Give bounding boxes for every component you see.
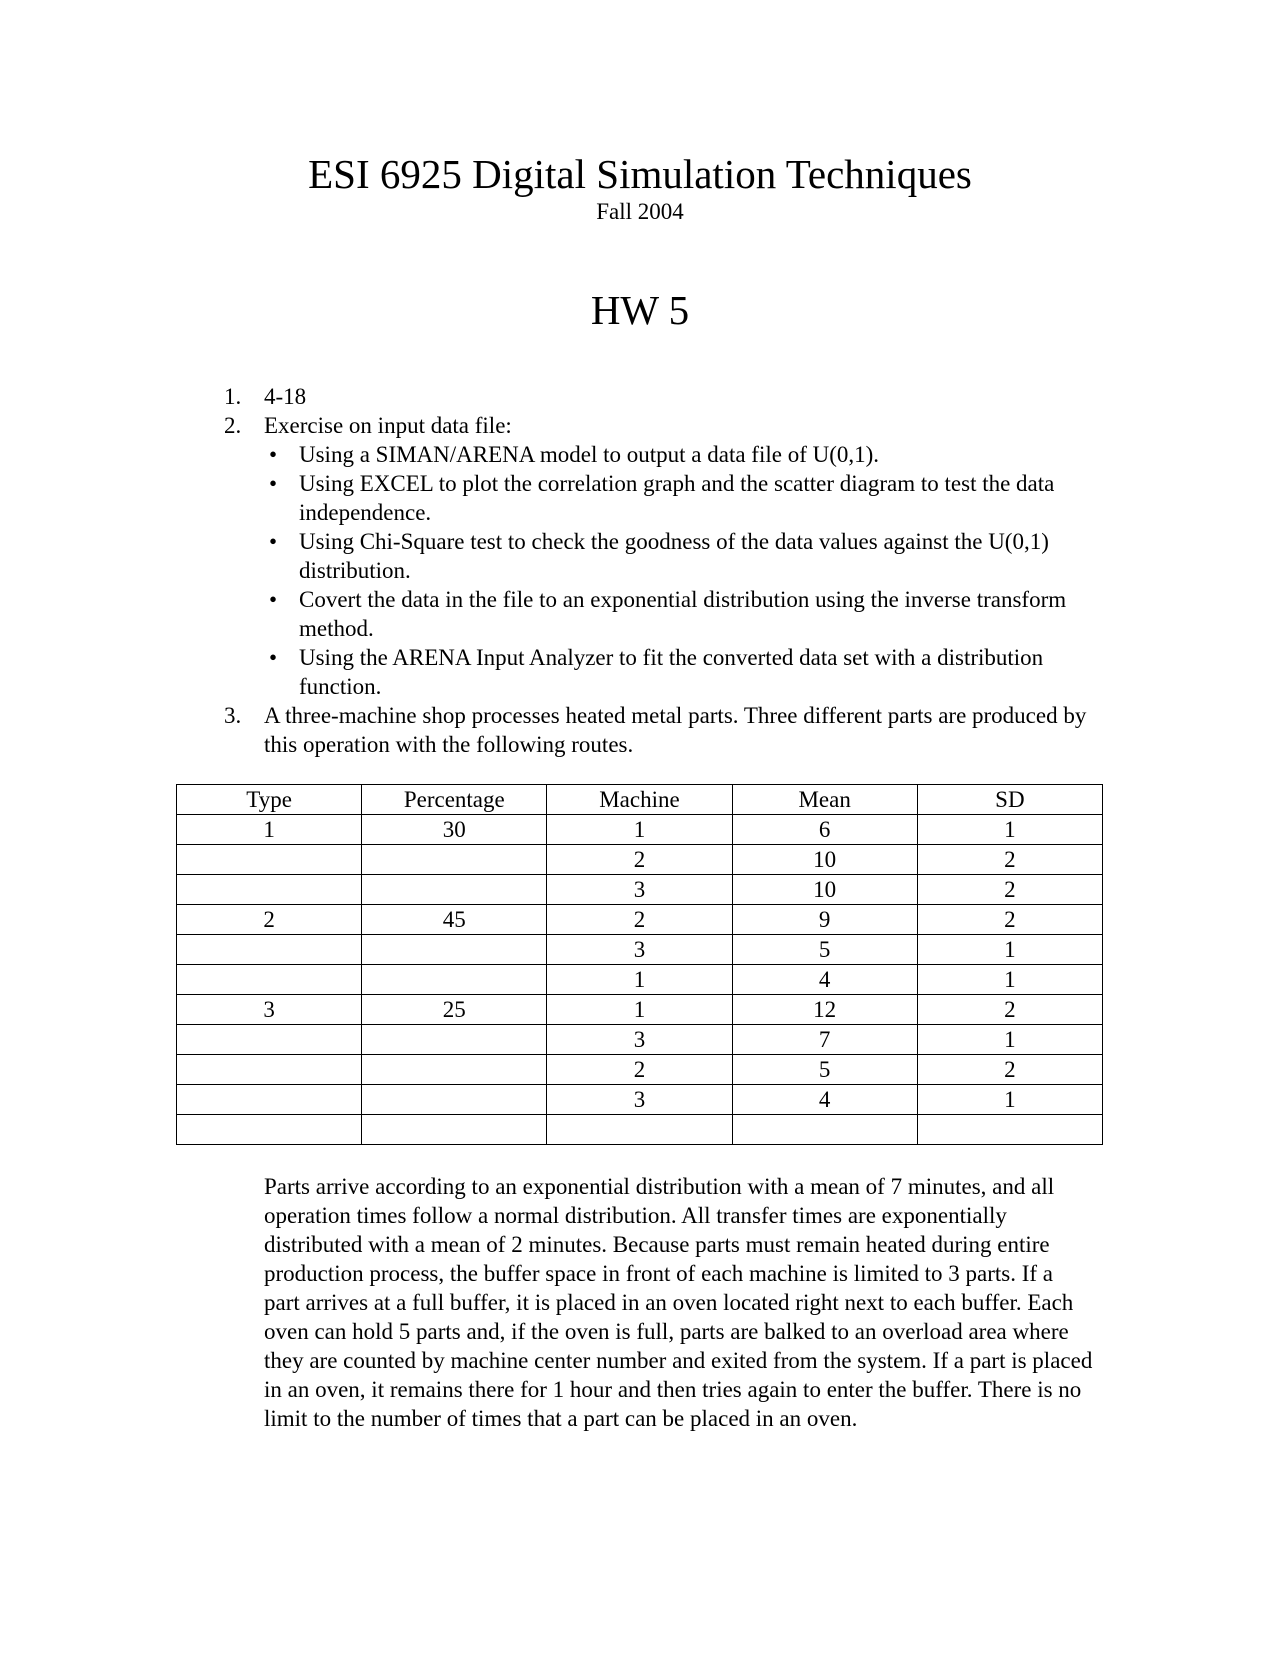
problem-paragraph: Parts arrive according to an exponential distribution with a mean of 7 minutes, and all operation times follow a normal distribution. All transfer times are exponentially distributed with a mean of 2 minutes. Because parts must remain heated during entire production process, the buffer space in front of each machine is limited to 3 parts. If a part arrives at a full buffer, it is placed in an oven located right next to each buffer. Each oven can hold 5 parts and, if the oven is full, parts are balked to an overload area where they are counted by machine center number and exited from the system. If a part is placed in an oven, it remains there for 1 hour and then tries again to enter the buffer. There is no limit to the number of times that a part can be placed in an oven. [264,1174,1093,1431]
table-cell: 10 [732,845,917,875]
table-cell: 12 [732,995,917,1025]
table-cell [362,1025,547,1055]
table-cell: 1 [917,815,1102,845]
table-cell: 1 [177,815,362,845]
table-cell [362,875,547,905]
table-cell: 4 [732,1085,917,1115]
table-row [177,995,1103,1025]
table-cell: 9 [732,905,917,935]
homework-title: HW 5 [590,287,690,333]
course-title: ESI 6925 Digital Simulation Techniques [308,151,972,197]
table-row [177,815,1103,845]
routes-table [176,784,1103,1145]
table-cell: 2 [917,995,1102,1025]
table-cell: 1 [917,965,1102,995]
column-header-mean: Mean [732,785,917,815]
table-cell: 2 [917,845,1102,875]
bullet-text: Using a SIMAN/ARENA model to output a data file of U(0,1). [299,442,880,467]
list-item-text: A three-machine shop processes heated metal parts. Three different parts are produced by this operation with the following routes. [264,703,1087,757]
table-row [177,1085,1103,1115]
table-cell: 1 [547,965,732,995]
table-cell: 2 [547,845,732,875]
table-row [177,905,1103,935]
column-header-sd: SD [917,785,1102,815]
table-cell: 1 [547,815,732,845]
table-cell [177,1025,362,1055]
table-cell: 1 [917,1025,1102,1055]
term-label: Fall 2004 [596,199,684,224]
bullet-item [224,469,1104,527]
table-body [177,815,1103,1145]
bullet-item [224,527,1104,585]
bullet-text: Using the ARENA Input Analyzer to fit the converted data set with a distribution function. [299,645,1044,699]
bullet-icon: • [269,645,278,670]
table-cell: 1 [917,1085,1102,1115]
bullet-text: Using Chi-Square test to check the goodness of the data values against the U(0,1) distribution. [299,529,1049,583]
table-cell [177,845,362,875]
list-item-1 [224,382,1104,411]
table-cell: 4 [732,965,917,995]
table-cell: 6 [732,815,917,845]
list-marker: 3. [224,703,242,728]
column-header-machine: Machine [547,785,732,815]
list-marker: 2. [224,413,242,438]
table-cell: 2 [917,905,1102,935]
table-cell: 3 [547,1085,732,1115]
table-cell [177,875,362,905]
table-cell [362,1055,547,1085]
table-cell [362,1115,547,1145]
table-cell: 2 [917,875,1102,905]
bullet-icon: • [269,587,278,612]
table-row [177,1025,1103,1055]
table-cell [917,1115,1102,1145]
table-row [177,875,1103,905]
table-header-row [177,785,1103,815]
bullet-item [224,643,1104,701]
table-cell [177,1055,362,1085]
list-item-2 [224,411,1104,440]
table-cell: 1 [547,995,732,1025]
table-cell [177,965,362,995]
table-cell: 3 [547,875,732,905]
table-cell [362,845,547,875]
table-cell: 5 [732,1055,917,1085]
table-cell: 5 [732,935,917,965]
numbered-list [224,382,1104,759]
table-cell [362,965,547,995]
table-cell [177,1085,362,1115]
table-cell [177,1115,362,1145]
table-cell: 1 [917,935,1102,965]
table-cell: 2 [547,1055,732,1085]
table-cell [547,1115,732,1145]
bullet-text: Using EXCEL to plot the correlation graph and the scatter diagram to test the data independence. [299,471,1055,525]
table-cell: 3 [547,935,732,965]
table-row [177,1115,1103,1145]
column-header-type: Type [177,785,362,815]
bullet-icon: • [269,442,278,467]
table-cell: 3 [547,1025,732,1055]
table-cell: 3 [177,995,362,1025]
list-item-text: Exercise on input data file: [264,413,512,438]
list-marker: 1. [224,384,242,409]
bullet-icon: • [269,529,278,554]
table-cell: 7 [732,1025,917,1055]
table-row [177,845,1103,875]
table-row [177,965,1103,995]
table-cell [362,935,547,965]
column-header-percentage: Percentage [362,785,547,815]
bullet-item [224,585,1104,643]
table-cell [732,1115,917,1145]
table-cell [362,1085,547,1115]
list-item-3 [224,701,1104,759]
bullet-item [224,440,1104,469]
table-cell [177,935,362,965]
table-cell: 25 [362,995,547,1025]
table-cell: 30 [362,815,547,845]
bullet-icon: • [269,471,278,496]
table-cell: 2 [917,1055,1102,1085]
bullet-list [224,440,1104,701]
table-row [177,935,1103,965]
list-item-text: 4-18 [264,384,307,409]
table-cell: 2 [547,905,732,935]
table-cell: 10 [732,875,917,905]
table-cell: 45 [362,905,547,935]
bullet-text: Covert the data in the file to an exponential distribution using the inverse transform method. [299,587,1067,641]
table-row [177,1055,1103,1085]
table-cell: 2 [177,905,362,935]
